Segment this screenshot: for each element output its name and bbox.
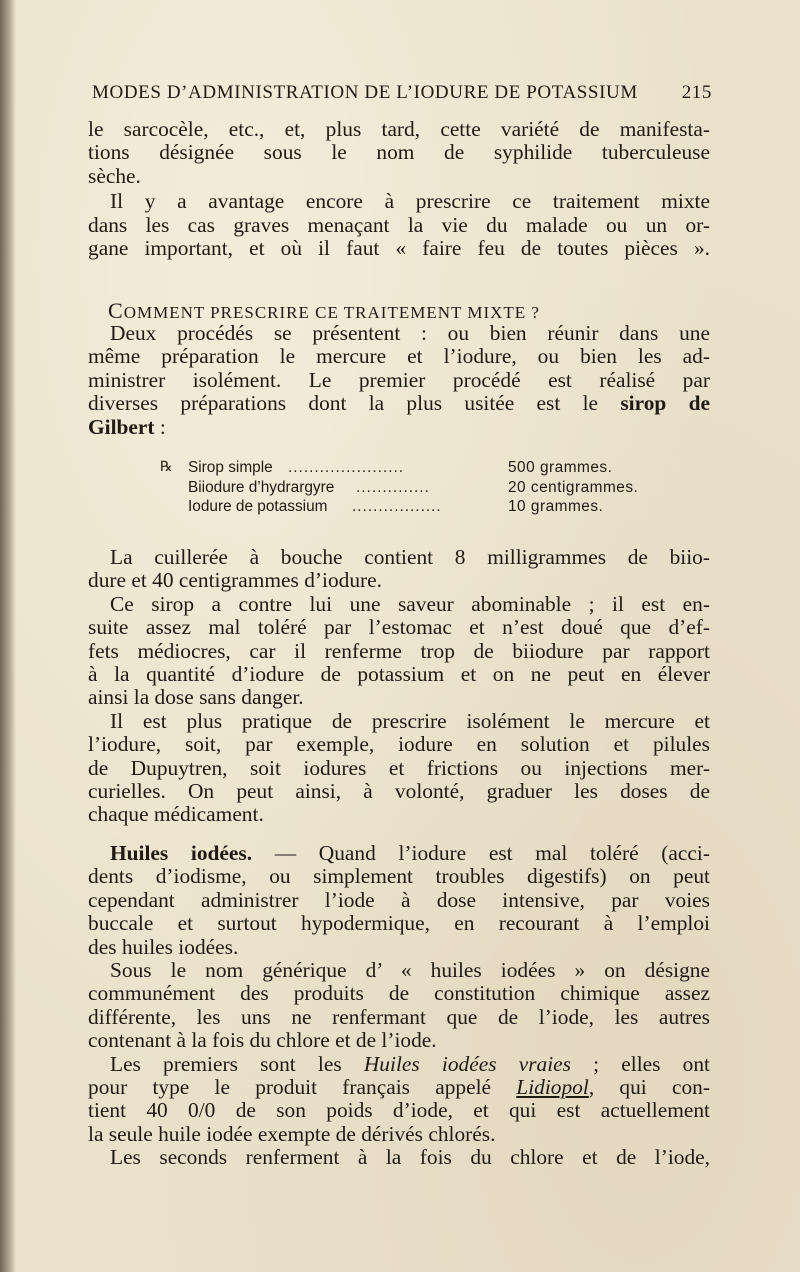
paragraph-block-2 — [88, 322, 710, 439]
text-line: curielles. On peut ainsi, à volonté, graduer les doses de — [88, 778, 710, 803]
text-line: dans les cas graves menaçant la vie du malade ou un or- — [88, 212, 710, 237]
text-run: Les premiers sont les — [110, 1051, 364, 1076]
text-line: ainsi la dose sans danger. — [88, 685, 304, 710]
ingredient-name: Sirop simple — [188, 459, 273, 476]
text-line: tient 40 0/0 de son poids d’iode, et qui est actuellement — [88, 1098, 710, 1123]
text-line — [88, 1076, 710, 1099]
emphasis-huiles-iodees: Huiles iodées. — [110, 841, 253, 865]
text-line: dure et 40 centigrammes d’iodure. — [88, 568, 383, 593]
leader-dots: .............. — [356, 478, 430, 496]
text-run: ; elles ont — [570, 1051, 710, 1076]
text-run: pour type le produit français appelé — [88, 1074, 517, 1099]
text-line: cependant administrer l’iode à dose intensive, par voies — [88, 887, 710, 912]
leader-dots: ...................... — [288, 459, 405, 476]
text-line: même préparation le mercure et l’iodure, ou bien les ad- — [88, 344, 710, 369]
page-number: 215 — [681, 82, 712, 103]
paragraph-block-4 — [88, 842, 710, 1169]
emphasis-lidiopol: Lidiopol — [516, 1074, 589, 1099]
text-line: Les seconds renferment à la fois du chlore et de l’iode, — [110, 1145, 710, 1170]
text-line: Il est plus pratique de prescrire isolément le mercure et — [110, 708, 710, 733]
leader-dots: ................. — [352, 498, 442, 515]
text-line: la seule huile iodée exempte de dérivés chlorés. — [88, 1121, 496, 1146]
text-line: communément des produits de constitution chimique assez — [88, 981, 710, 1006]
text-line: fets médiocres, car il renferme trop de biiodure par rapport — [88, 638, 710, 663]
text-line — [88, 392, 710, 415]
ingredient-quantity: 10 grammes. — [508, 498, 604, 515]
emphasis-sirop-de: sirop de — [620, 391, 710, 416]
text-line: La cuillerée à bouche contient 8 milligrammes de biio- — [110, 545, 710, 569]
text-run: : — [154, 414, 166, 439]
running-title: MODES D’ADMINISTRATION DE L’IODURE DE POTASSIUM — [92, 82, 638, 103]
text-line: suite assez mal toléré par l’estomac et n’est doué que d’ef- — [88, 615, 710, 640]
text-line: de Dupuytren, soit iodures et frictions ou injections mer- — [88, 755, 710, 780]
text-line: différente, les uns ne renfermant que de l’iode, les autres — [88, 1004, 710, 1029]
running-header — [92, 78, 712, 112]
text-line: buccale et surtout hypodermique, en recourant à l’emploi — [88, 911, 710, 936]
paragraph-block-3 — [88, 546, 710, 827]
text-line: tions désignée sous le nom de syphilide tuberculeuse — [88, 140, 710, 165]
text-line — [88, 1053, 710, 1076]
text-run: — Quand l’iodure est mal toléré (acci- — [252, 841, 710, 865]
text-line: des huiles iodées. — [88, 934, 239, 959]
text-run: , qui con- — [588, 1074, 711, 1099]
recipe-symbol-icon: ℞ — [160, 459, 173, 475]
text-line: à la quantité d’iodure de potassium et on ne peut en élever — [88, 661, 710, 686]
text-line — [88, 416, 710, 439]
text-line: contenant à la fois du chlore et de l’iode. — [88, 1028, 437, 1053]
text-line — [88, 842, 710, 865]
text-line: Deux procédés se présentent : ou bien réunir dans une — [110, 321, 710, 345]
ingredient-name: Iodure de potassium — [188, 498, 328, 515]
text-line: Sous le nom générique d’ « huiles iodées » on désigne — [110, 957, 710, 982]
text-line: Il y a avantage encore à prescrire ce traitement mixte — [110, 189, 710, 214]
prescription-formula — [160, 458, 660, 517]
text-line: sèche. — [88, 163, 141, 188]
text-line: dents d’iodisme, ou simplement troubles digestifs) on peut — [88, 864, 710, 889]
heading-initial: C — [108, 298, 124, 323]
formula-row — [160, 497, 660, 517]
text-line: chaque médicament. — [88, 802, 264, 827]
text-line: ministrer isolément. Le premier procédé est réalisé par — [88, 367, 710, 392]
formula-row — [160, 458, 660, 478]
heading-text: OMMENT PRESCRIRE CE TRAITEMENT MIXTE ? — [123, 303, 540, 322]
ingredient-name: Biiodure d’hydrargyre — [188, 478, 335, 496]
emphasis-huiles-iodees-vraies: Huiles iodées vraies — [363, 1051, 571, 1076]
ingredient-quantity: 20 centigrammes. — [508, 478, 639, 496]
paragraph-block-1 — [88, 118, 710, 260]
text-run: diverses préparations dont la plus usitée est le — [88, 391, 621, 416]
formula-row — [160, 478, 660, 498]
text-line: gane important, et où il faut « faire feu de toutes pièces ». — [88, 235, 710, 260]
text-line: l’iodure, soit, par exemple, iodure en solution et pilules — [88, 732, 710, 757]
emphasis-gilbert: Gilbert — [88, 414, 155, 439]
page-gutter-shadow — [0, 0, 16, 1272]
text-line: le sarcocèle, etc., et, plus tard, cette variété de manifesta- — [88, 117, 710, 141]
text-line: Ce sirop a contre lui une saveur abominable ; il est en- — [110, 591, 710, 616]
ingredient-quantity: 500 grammes. — [508, 459, 613, 476]
